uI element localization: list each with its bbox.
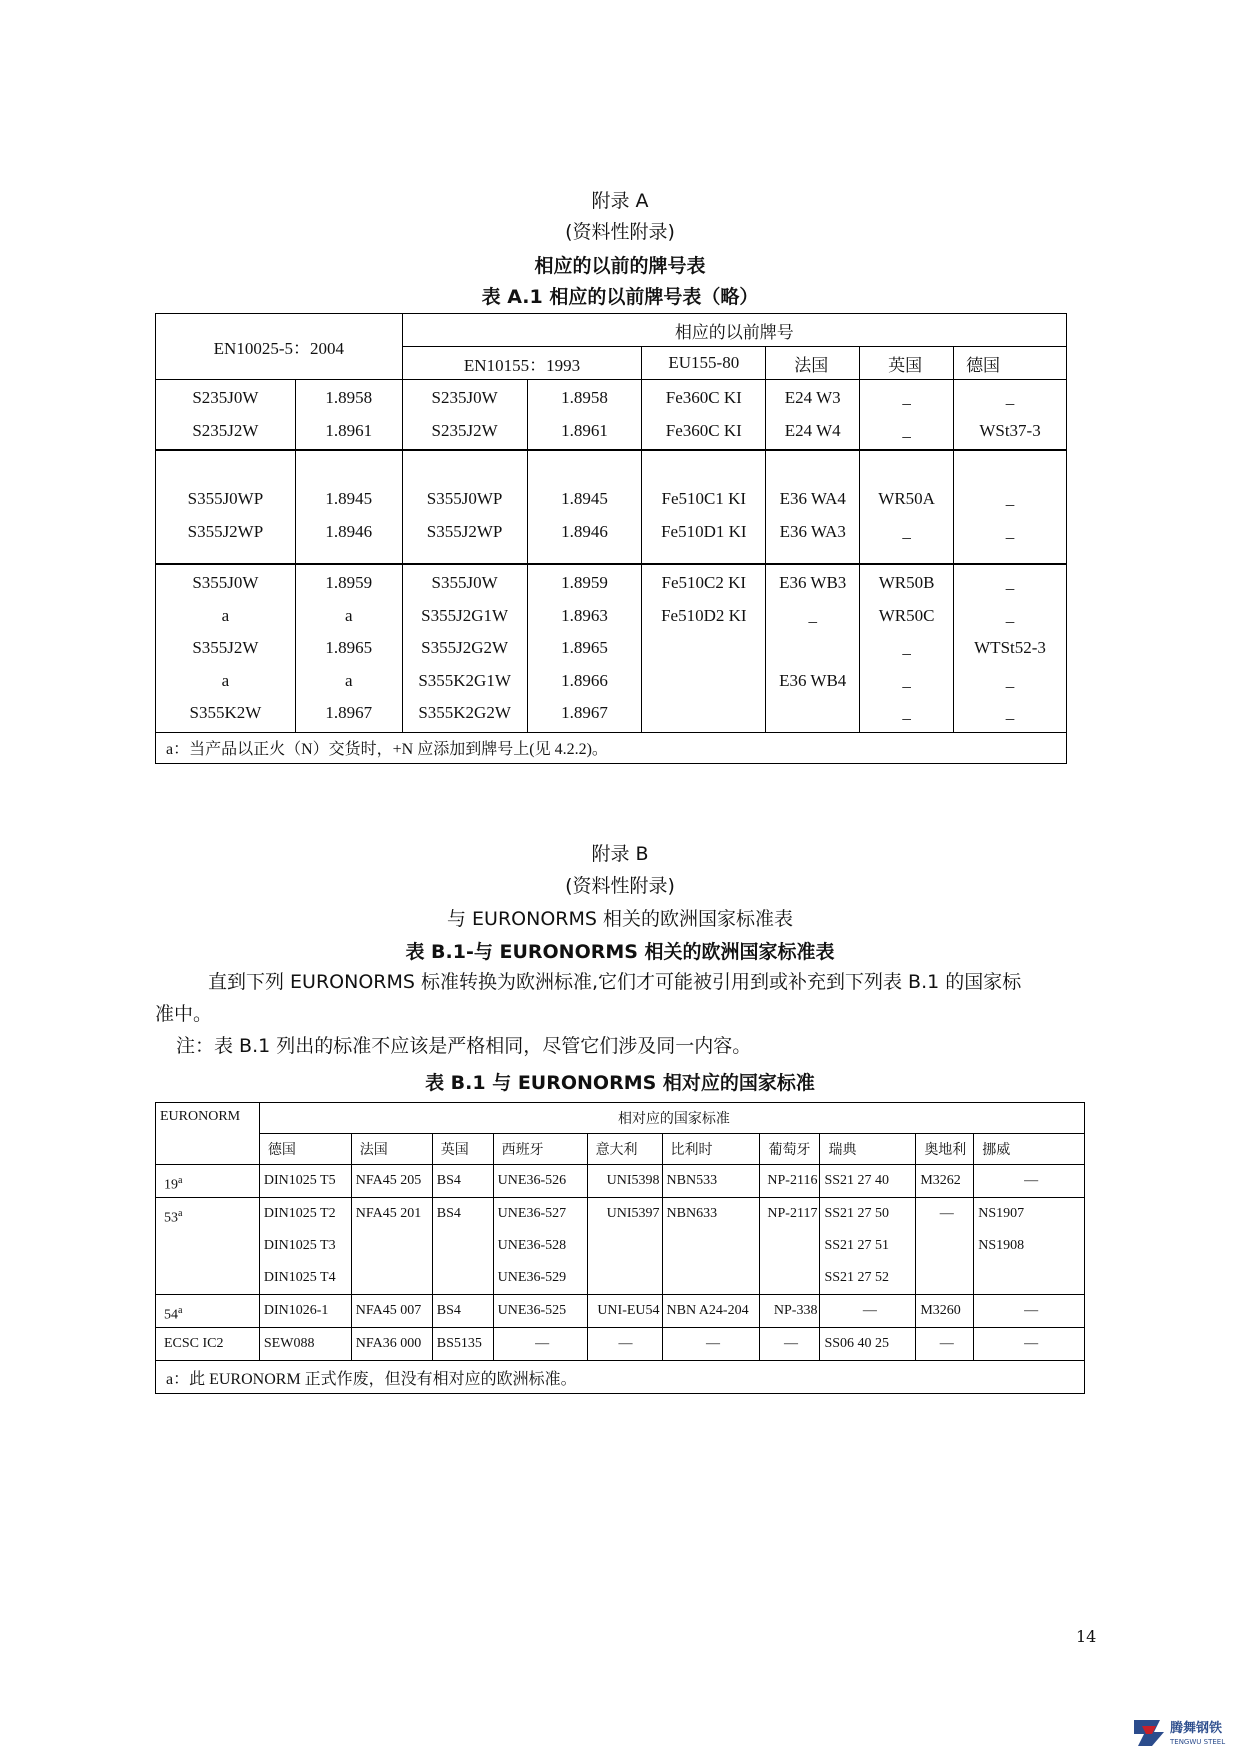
cell-line: _ bbox=[1005, 489, 1015, 508]
table-row bbox=[156, 1328, 1085, 1361]
cell-line: 1.8967 bbox=[325, 703, 373, 722]
cell-line: 1.8945 bbox=[325, 489, 373, 508]
euronorm-number: 19 bbox=[164, 1177, 178, 1193]
page-number: 14 bbox=[1076, 1627, 1097, 1646]
cell-line: E24 W3 bbox=[784, 388, 841, 407]
table-a1-cell-name bbox=[156, 450, 296, 564]
table-b1-cell bbox=[974, 1198, 1085, 1295]
cell-line: 1.8958 bbox=[561, 388, 608, 407]
cell-line: E24 W4 bbox=[784, 420, 841, 440]
cell-line: — bbox=[1024, 1303, 1039, 1318]
table-b1-cell bbox=[587, 1165, 662, 1198]
cell-line bbox=[642, 632, 765, 665]
table-a1-group-1 bbox=[156, 380, 1067, 451]
cell-line: UNE36-527 bbox=[497, 1206, 567, 1221]
table-b1-cell bbox=[662, 1295, 760, 1328]
cell-line: a bbox=[221, 670, 230, 690]
cell-line: Fe510C2 KI bbox=[661, 573, 747, 592]
cell-line: S355J0W bbox=[431, 573, 498, 592]
table-b1-cell bbox=[820, 1295, 916, 1328]
cell-line: NFA45 007 bbox=[355, 1303, 422, 1318]
euronorm-id bbox=[156, 1328, 260, 1361]
table-b1-cell bbox=[587, 1328, 662, 1361]
table-a1-cell-num bbox=[295, 564, 402, 732]
cell-line: Fe510D1 KI bbox=[661, 521, 747, 541]
cell-line: Fe360C KI bbox=[665, 420, 742, 440]
cell-line: DIN1025 T3 bbox=[263, 1238, 336, 1253]
cell-line: SS21 27 40 bbox=[824, 1173, 890, 1188]
table-b1-cell bbox=[351, 1165, 432, 1198]
table-b1-note: a：此 EURONORM 正式作废，但没有相对应的欧洲标准。 bbox=[156, 1361, 1085, 1394]
table-a1-caption: 表 A.1 相应的以前牌号表（略） bbox=[481, 286, 759, 308]
table-b1-cell bbox=[820, 1165, 916, 1198]
cell-line: E36 WA4 bbox=[779, 489, 846, 508]
table-a1-cell-old_name bbox=[402, 450, 527, 564]
table-a1-cell-uk bbox=[860, 450, 954, 564]
cell-line: — bbox=[1024, 1336, 1039, 1351]
cell-line: DIN1025 T5 bbox=[263, 1173, 336, 1188]
cell-line: _ bbox=[1005, 573, 1015, 592]
table-b1-cell bbox=[259, 1198, 351, 1295]
cell-line: 1.8967 bbox=[561, 703, 608, 722]
cell-line: 1.8966 bbox=[561, 670, 608, 690]
table-a1-cell-fr bbox=[766, 564, 860, 732]
table-b1-cell bbox=[974, 1295, 1085, 1328]
table-b1-cell bbox=[432, 1295, 493, 1328]
table-a1-cell-old_num bbox=[527, 564, 642, 732]
cell-line: UNE36-525 bbox=[497, 1303, 567, 1318]
table-b1-country-header: 奥地利 bbox=[916, 1134, 974, 1165]
table-b1-cell bbox=[259, 1328, 351, 1361]
table-row bbox=[156, 380, 1067, 451]
cell-line: E36 WB3 bbox=[779, 573, 847, 592]
table-a1-main-header: EN10025-5：2004 bbox=[156, 314, 403, 380]
cell-line bbox=[164, 1295, 259, 1327]
cell-line: Fe360C KI bbox=[665, 388, 742, 407]
cell-line: Fe510D2 KI bbox=[661, 605, 747, 625]
cell-line: _ bbox=[902, 638, 911, 657]
table-b1-cell bbox=[493, 1295, 587, 1328]
cell-line: UNE36-528 bbox=[497, 1238, 567, 1253]
table-b1-cell bbox=[587, 1295, 662, 1328]
euronorm-number: ECSC IC2 bbox=[164, 1336, 224, 1351]
cell-line: 1.8945 bbox=[561, 489, 608, 508]
table-b1-country-header: 德国 bbox=[259, 1134, 351, 1165]
cell-line bbox=[164, 1198, 259, 1230]
tengwu-steel-logo bbox=[1130, 1712, 1240, 1752]
table-b1-body bbox=[156, 1165, 1085, 1361]
cell-line: UNI5397 bbox=[606, 1206, 660, 1221]
cell-line: 1.8959 bbox=[561, 573, 608, 592]
cell-line: NFA36 000 bbox=[355, 1336, 422, 1351]
table-b1-cell bbox=[493, 1198, 587, 1295]
cell-line: — bbox=[862, 1303, 877, 1318]
cell-line: 1.8963 bbox=[561, 605, 608, 625]
cell-line: — bbox=[706, 1336, 720, 1351]
euronorm-id bbox=[156, 1198, 260, 1295]
cell-line: BS5135 bbox=[436, 1336, 482, 1351]
cell-line: NFA45 201 bbox=[355, 1206, 422, 1221]
table-b1-cell bbox=[974, 1165, 1085, 1198]
cell-line: DIN1025 T4 bbox=[263, 1270, 336, 1285]
table-b1-country-header: 意大利 bbox=[587, 1134, 662, 1165]
table-a1-cell-fr bbox=[766, 450, 860, 564]
note-paragraph: 注：表 B.1 列出的标准不应该是严格相同，尽管它们涉及同一内容。 bbox=[176, 1035, 752, 1057]
cell-line: S355J0WP bbox=[187, 489, 264, 508]
cell-line: S235J2W bbox=[431, 420, 498, 440]
table-b1-country-header: 挪威 bbox=[974, 1134, 1085, 1165]
table-b1-cell bbox=[662, 1328, 760, 1361]
footnote-marker: a bbox=[178, 1305, 183, 1316]
cell-line: — bbox=[618, 1336, 633, 1351]
cell-line: _ bbox=[902, 420, 911, 440]
cell-line bbox=[766, 697, 859, 730]
table-a1-cell-old_name bbox=[402, 564, 527, 732]
table-b1-cell bbox=[760, 1165, 820, 1198]
table-b1-cell bbox=[916, 1198, 974, 1295]
table-b1-cell bbox=[820, 1328, 916, 1361]
cell-line: BS4 bbox=[436, 1206, 461, 1221]
cell-line bbox=[766, 632, 859, 665]
table-b1-group-header: 相对应的国家标准 bbox=[259, 1103, 1084, 1134]
cell-line: 1.8961 bbox=[561, 420, 608, 440]
table-row bbox=[156, 564, 1067, 732]
cell-line: — bbox=[939, 1206, 954, 1221]
cell-line: _ bbox=[902, 670, 911, 690]
table-a1-cell-old_name bbox=[402, 380, 527, 451]
table-a1-cell-name bbox=[156, 380, 296, 451]
cell-line: — bbox=[535, 1336, 550, 1351]
appendix-a-title: 附录 A bbox=[591, 190, 649, 212]
table-b1-cell bbox=[916, 1328, 974, 1361]
table-a1-header-france: 法国 bbox=[766, 347, 860, 380]
table-b1-country-header: 法国 bbox=[351, 1134, 432, 1165]
cell-line: WSt37-3 bbox=[979, 420, 1041, 440]
cell-line: SS21 27 52 bbox=[824, 1270, 890, 1285]
cell-line: S235J0W bbox=[431, 388, 498, 407]
cell-line: BS4 bbox=[436, 1303, 461, 1318]
cell-line: _ bbox=[1005, 605, 1015, 625]
table-b1-country-header: 比利时 bbox=[662, 1134, 760, 1165]
table-a1-cell-eu bbox=[642, 564, 766, 732]
cell-line: S355J2W bbox=[192, 638, 259, 657]
cell-line: SS21 27 51 bbox=[824, 1238, 890, 1253]
table-a1-cell-de bbox=[954, 564, 1067, 732]
table-a1 bbox=[155, 313, 1067, 764]
table-a1-header-eu155: EU155-80 bbox=[642, 347, 766, 380]
cell-line: _ bbox=[808, 605, 817, 625]
cell-line: SEW088 bbox=[263, 1336, 315, 1351]
cell-line: DIN1026-1 bbox=[263, 1303, 329, 1318]
cell-line: NBN A24-204 bbox=[666, 1303, 749, 1318]
cell-line: S355K2W bbox=[189, 703, 262, 722]
footnote-marker: a bbox=[178, 1208, 183, 1219]
table-a1-header-uk: 英国 bbox=[860, 347, 954, 380]
cell-line: 1.8965 bbox=[325, 638, 373, 657]
cell-line: NBN533 bbox=[666, 1173, 718, 1188]
table-b1-cell bbox=[432, 1328, 493, 1361]
table-b1-cell bbox=[259, 1295, 351, 1328]
table-b1-cell bbox=[432, 1198, 493, 1295]
table-b1-cell bbox=[587, 1198, 662, 1295]
cell-line: S355J0W bbox=[192, 573, 259, 592]
table-a1-cell-name bbox=[156, 564, 296, 732]
cell-line: S355K2G1W bbox=[418, 670, 511, 690]
cell-line: S355K2G2W bbox=[418, 703, 511, 722]
cell-line: NS1907 bbox=[978, 1206, 1025, 1221]
appendix-a-subtitle: (资料性附录) bbox=[565, 221, 675, 243]
table-row bbox=[156, 450, 1067, 564]
cell-line: NP-2116 bbox=[767, 1173, 818, 1188]
table-b1-country-header: 葡萄牙 bbox=[760, 1134, 820, 1165]
logo-mark-icon bbox=[1134, 1720, 1164, 1746]
cell-line: NP-2117 bbox=[767, 1206, 818, 1221]
appendix-a-heading: 相应的以前的牌号表 bbox=[534, 255, 706, 277]
cell-line: 1.8946 bbox=[561, 521, 608, 541]
cell-line: UNE36-529 bbox=[497, 1270, 567, 1285]
appendix-b-subtitle: (资料性附录) bbox=[565, 875, 675, 897]
cell-line: M3262 bbox=[920, 1173, 961, 1188]
cell-line: DIN1025 T2 bbox=[263, 1206, 336, 1221]
table-a1-cell-eu bbox=[642, 380, 766, 451]
cell-line: a bbox=[344, 605, 353, 625]
table-b1-cell bbox=[916, 1165, 974, 1198]
table-a1-cell-num bbox=[295, 450, 402, 564]
table-a1-note: a：当产品以正火（N）交货时，+N 应添加到牌号上(见 4.2.2)。 bbox=[156, 732, 1067, 763]
table-b1-cell bbox=[760, 1295, 820, 1328]
cell-line: S355J0WP bbox=[426, 489, 503, 508]
cell-line: _ bbox=[1005, 703, 1015, 722]
table-b1-cell bbox=[351, 1198, 432, 1295]
table-b1-cell bbox=[760, 1328, 820, 1361]
euronorm-id bbox=[156, 1295, 260, 1328]
cell-line: a bbox=[344, 670, 353, 690]
euronorm-id bbox=[156, 1165, 260, 1198]
table-b1-main-header: EURONORM bbox=[156, 1103, 260, 1165]
cell-line: S355J2WP bbox=[426, 521, 503, 541]
table-b1-country-header: 西班牙 bbox=[493, 1134, 587, 1165]
cell-line: _ bbox=[902, 521, 911, 541]
table-row bbox=[156, 1165, 1085, 1198]
cell-line: SS21 27 50 bbox=[824, 1206, 890, 1221]
cell-line: NS1908 bbox=[978, 1238, 1025, 1253]
cell-line: NP-338 bbox=[773, 1303, 818, 1318]
table-b1-cell bbox=[820, 1198, 916, 1295]
cell-line: 1.8946 bbox=[325, 521, 373, 541]
table-row bbox=[156, 1198, 1085, 1295]
cell-line bbox=[164, 1165, 259, 1197]
table-a1-header-germany: 德国 bbox=[954, 347, 1067, 380]
table-a1-group-3 bbox=[156, 564, 1067, 732]
svg-text:TENGWU STEEL: TENGWU STEEL bbox=[1170, 1738, 1226, 1746]
cell-line: NBN633 bbox=[666, 1206, 718, 1221]
cell-line bbox=[642, 665, 765, 698]
table-b1-cell bbox=[760, 1198, 820, 1295]
cell-line: WR50C bbox=[878, 605, 935, 625]
table-a1-cell-uk bbox=[860, 380, 954, 451]
cell-line: — bbox=[783, 1336, 798, 1351]
footnote-marker: a bbox=[178, 1175, 183, 1186]
cell-line: S235J0W bbox=[192, 388, 259, 407]
cell-line bbox=[642, 697, 765, 730]
cell-line: _ bbox=[902, 388, 911, 407]
svg-text:腾舞钢铁: 腾舞钢铁 bbox=[1170, 1721, 1223, 1736]
cell-line: _ bbox=[1005, 670, 1015, 690]
appendix-b-title: 附录 B bbox=[591, 843, 649, 865]
table-a1-cell-eu bbox=[642, 450, 766, 564]
paragraph-line2: 准中。 bbox=[155, 1003, 213, 1025]
table-a1-cell-old_num bbox=[527, 380, 642, 451]
cell-line: 1.8961 bbox=[325, 420, 373, 440]
euronorm-number: 53 bbox=[164, 1210, 178, 1226]
table-b1-country-row bbox=[156, 1134, 1085, 1165]
cell-line: E36 WB4 bbox=[779, 670, 847, 690]
cell-line: WR50B bbox=[878, 573, 935, 592]
cell-line: _ bbox=[1005, 388, 1015, 407]
cell-line: a bbox=[221, 605, 230, 625]
table-b1-cell bbox=[493, 1165, 587, 1198]
appendix-b-heading2: 表 B.1-与 EURONORMS 相关的欧洲国家标准表 bbox=[405, 941, 835, 963]
table-a1-group-2 bbox=[156, 450, 1067, 564]
table-b1-cell bbox=[493, 1328, 587, 1361]
cell-line: BS4 bbox=[436, 1173, 461, 1188]
cell-line: E36 WA3 bbox=[779, 521, 846, 541]
cell-line: — bbox=[939, 1336, 954, 1351]
table-a1-cell-uk bbox=[860, 564, 954, 732]
cell-line: 1.8958 bbox=[325, 388, 373, 407]
table-b1-cell bbox=[916, 1295, 974, 1328]
cell-line: NFA45 205 bbox=[355, 1173, 422, 1188]
table-b1-country-header: 英国 bbox=[432, 1134, 493, 1165]
cell-line bbox=[164, 1328, 259, 1360]
table-b1-cell bbox=[351, 1295, 432, 1328]
cell-line: WTSt52-3 bbox=[974, 638, 1046, 657]
cell-line: WR50A bbox=[878, 489, 935, 508]
table-b1-country-header: 瑞典 bbox=[820, 1134, 916, 1165]
table-a1-cell-num bbox=[295, 380, 402, 451]
table-b1-caption: 表 B.1 与 EURONORMS 相对应的国家标准 bbox=[425, 1072, 815, 1094]
table-b1-cell bbox=[351, 1328, 432, 1361]
cell-line: S355J2WP bbox=[187, 521, 264, 541]
table-a1-cell-fr bbox=[766, 380, 860, 451]
cell-line: S235J2W bbox=[192, 420, 259, 440]
cell-line: S355J2G1W bbox=[421, 605, 509, 625]
table-a1-header-en10155: EN10155：1993 bbox=[402, 347, 642, 380]
table-a1-cell-de bbox=[954, 380, 1067, 451]
table-b1-cell bbox=[432, 1165, 493, 1198]
cell-line: 1.8959 bbox=[325, 573, 373, 592]
table-b1 bbox=[155, 1102, 1085, 1394]
cell-line: — bbox=[1024, 1173, 1039, 1188]
cell-line: M3260 bbox=[920, 1303, 961, 1318]
appendix-b-heading: 与 EURONORMS 相关的欧洲国家标准表 bbox=[447, 908, 793, 930]
cell-line: 1.8965 bbox=[561, 638, 608, 657]
cell-line: SS06 40 25 bbox=[824, 1336, 890, 1351]
table-a1-cell-old_num bbox=[527, 450, 642, 564]
table-row bbox=[156, 1295, 1085, 1328]
table-a1-cell-de bbox=[954, 450, 1067, 564]
cell-line: S355J2G2W bbox=[421, 638, 509, 657]
cell-line: _ bbox=[1005, 521, 1015, 541]
table-b1-cell bbox=[662, 1165, 760, 1198]
cell-line: _ bbox=[902, 703, 911, 722]
table-b1-cell bbox=[662, 1198, 760, 1295]
cell-line: UNI5398 bbox=[606, 1173, 660, 1188]
cell-line: UNE36-526 bbox=[497, 1173, 567, 1188]
table-b1-cell bbox=[259, 1165, 351, 1198]
paragraph-line1: 直到下列 EURONORMS 标准转换为欧洲标准,它们才可能被引用到或补充到下列表 B.1 的国家标 bbox=[208, 971, 1022, 993]
table-a1-group-header: 相应的以前牌号 bbox=[402, 314, 1066, 347]
euronorm-number: 54 bbox=[164, 1307, 178, 1323]
cell-line: Fe510C1 KI bbox=[661, 489, 747, 508]
table-b1-cell bbox=[974, 1328, 1085, 1361]
cell-line: UNI-EU54 bbox=[597, 1303, 660, 1318]
